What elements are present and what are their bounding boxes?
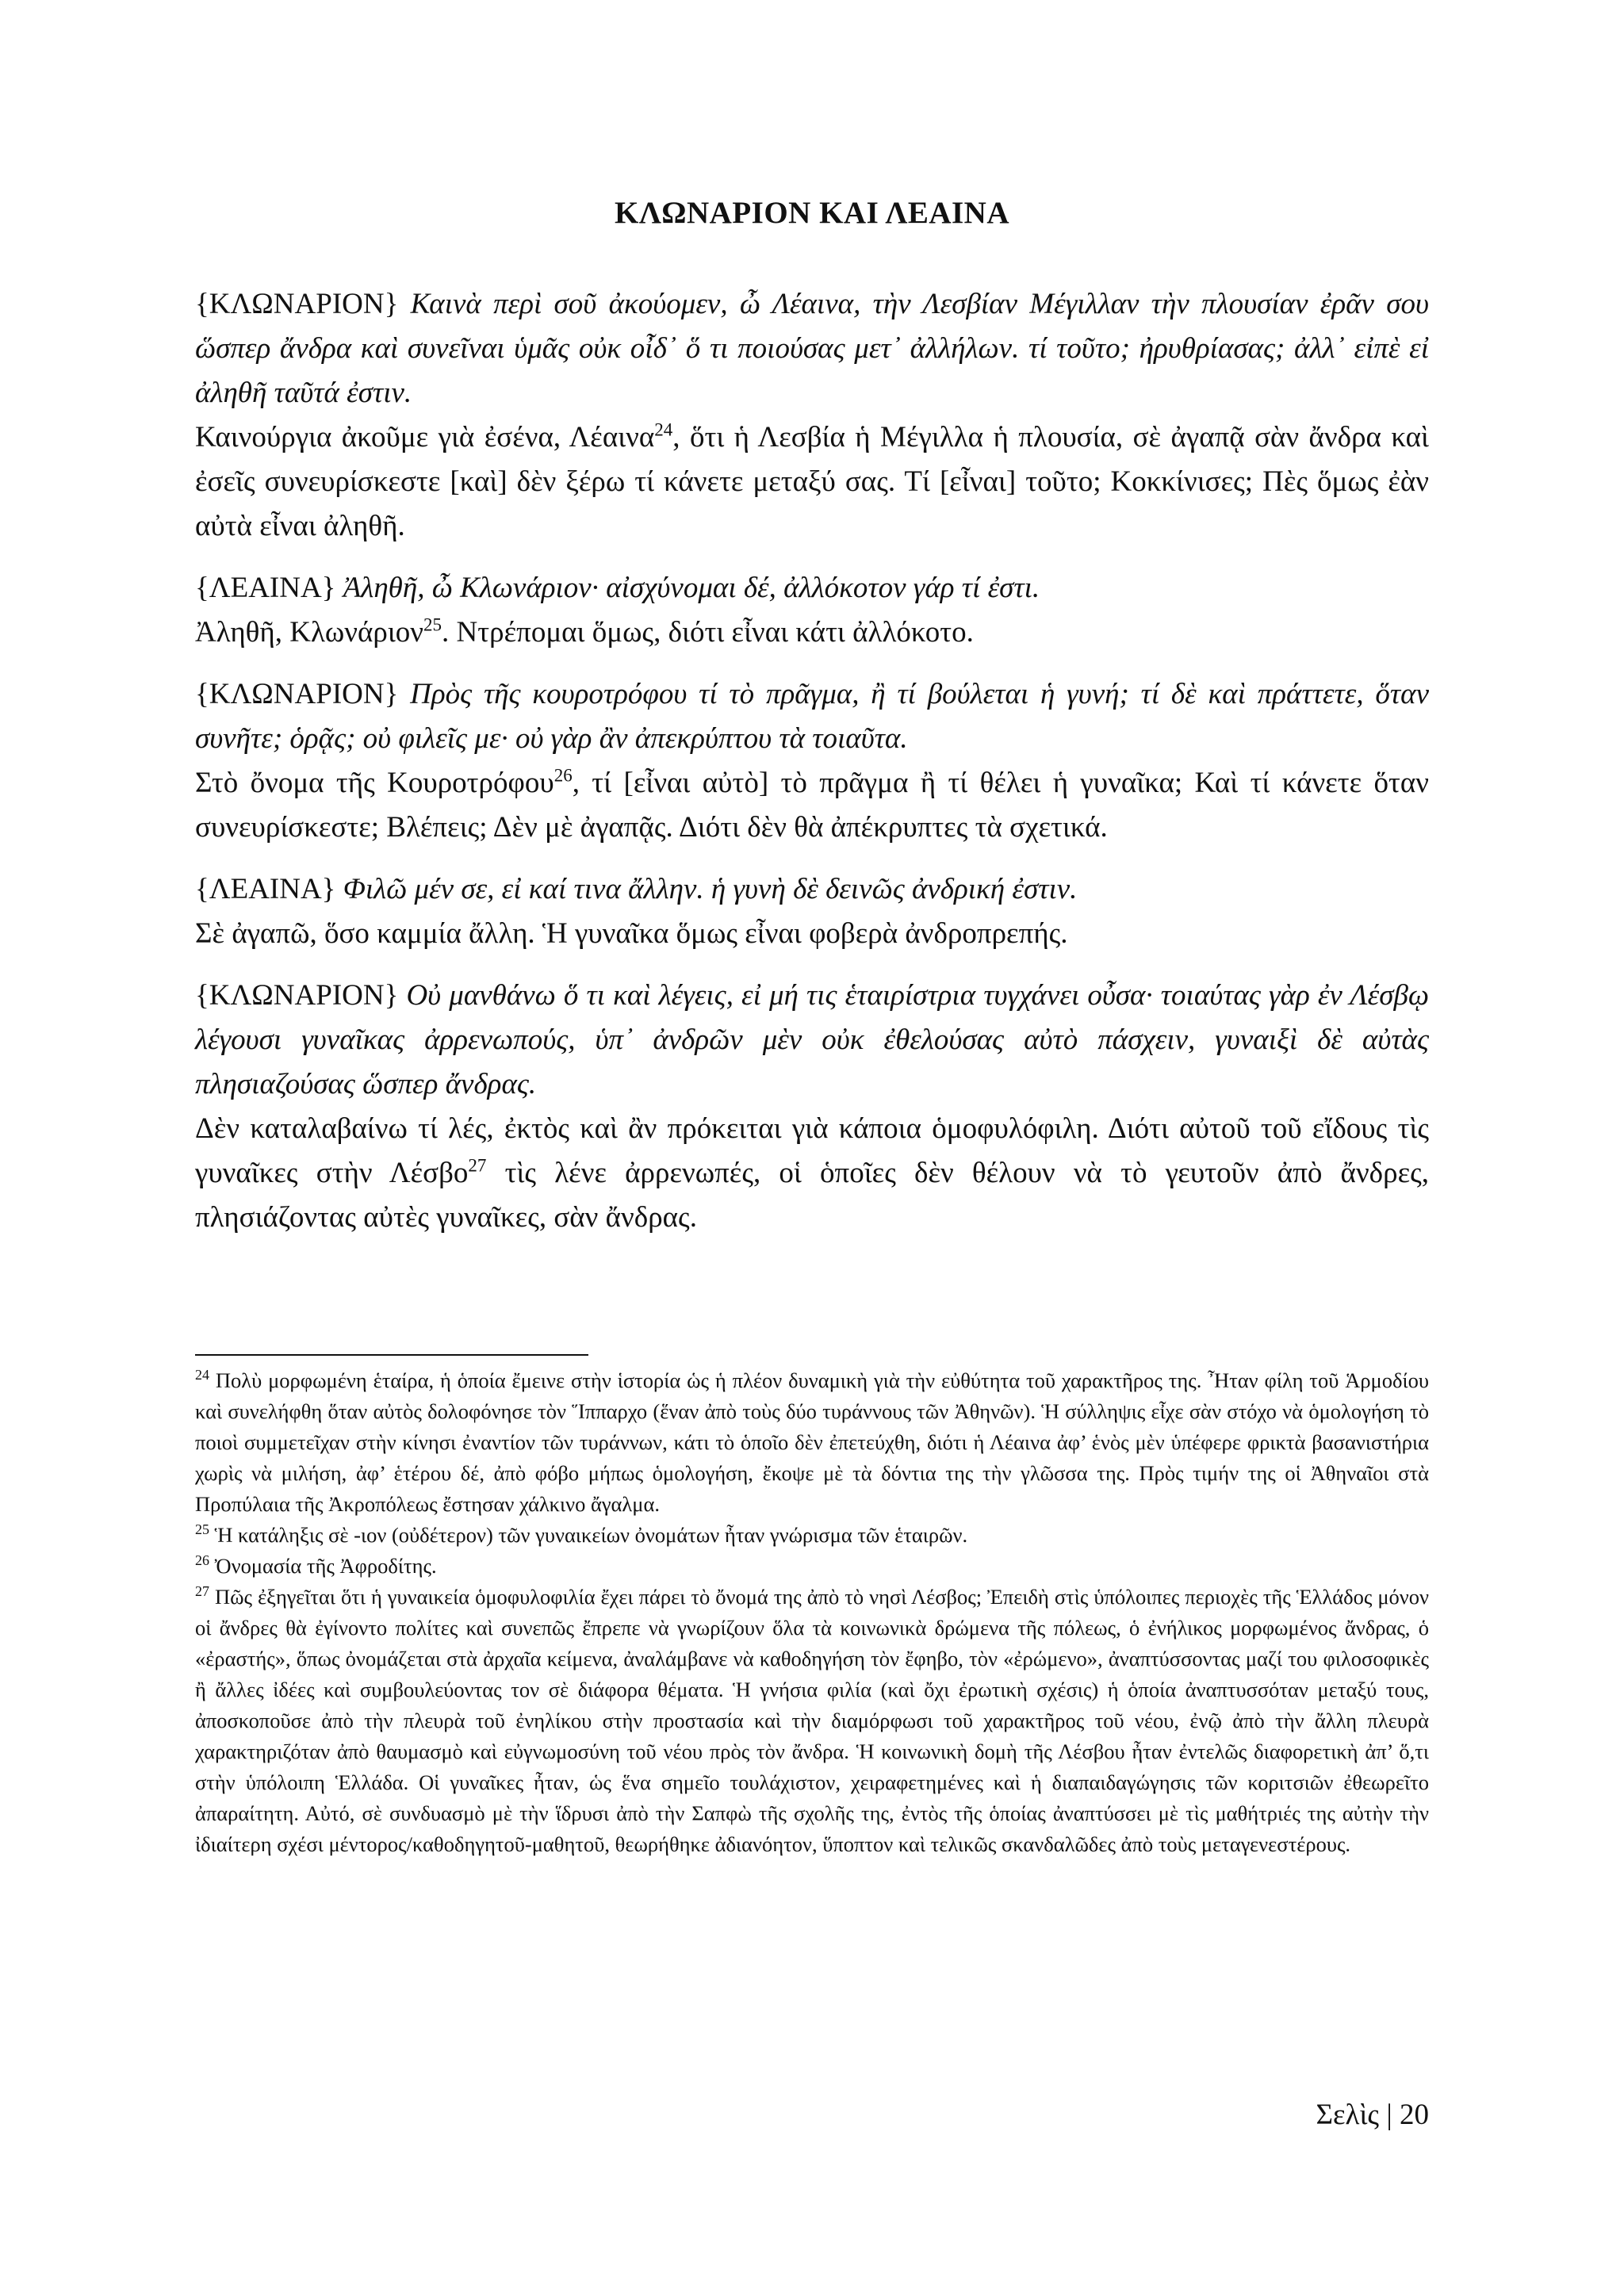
modern-text: Σὲ ἀγαπῶ, ὅσο καμμία ἄλλη. Ἡ γυναῖκα ὅμως εἶναι φοβερὰ ἀνδροπρεπής. xyxy=(195,917,1068,950)
footnote-ref[interactable]: 26 xyxy=(553,765,573,786)
footnote-number: 25 xyxy=(195,1521,209,1538)
dialogue-block xyxy=(195,867,1429,956)
footnote-ref[interactable]: 27 xyxy=(468,1155,487,1176)
modern-line xyxy=(195,912,1429,956)
ancient-text: Ἀληθῆ, ὦ Κλωνάριον· αἰσχύνομαι δέ, ἀλλόκοτον γάρ τί ἐστι. xyxy=(343,572,1040,604)
modern-text: Καινούργια ἀκοῦμε γιὰ ἐσένα, Λέαινα xyxy=(195,421,655,453)
document-title: ΚΛΩΝΑΡΙΟΝ ΚΑΙ ΛΕΑΙΝΑ xyxy=(614,196,1009,230)
modern-line xyxy=(195,761,1429,850)
speaker-label: {ΚΛΩΝΑΡΙΟΝ} xyxy=(195,678,399,710)
modern-text: . Ντρέπομαι ὅμως, διότι εἶναι κάτι ἀλλόκοτο. xyxy=(442,616,974,649)
footnote-number: 26 xyxy=(195,1552,209,1569)
dialogue-block xyxy=(195,672,1429,850)
modern-text: , τί [εἶναι αὐτὸ] τὸ πρᾶγμα ἢ τί θέλει ἡ γυναῖκα; Καὶ τί κάνετε ὅταν συνευρίσκεστε; Βλέπεις; Δὲν μὲ ἀγαπᾷς. Διότι δὲν θὰ ἀπέκρυπτες τὰ σχετικά. xyxy=(195,767,1429,844)
modern-text: τὶς λένε ἀρρενωπές, οἱ ὁποῖες δὲν θέλουν νὰ τὸ γευτοῦν ἀπὸ ἄνδρες, πλησιάζοντας αὐτὲς γυναῖκες, σὰν ἄνδρας. xyxy=(195,1157,1430,1234)
footnote-number: 27 xyxy=(195,1583,209,1600)
speaker-label: {ΚΛΩΝΑΡΙΟΝ} xyxy=(195,288,399,320)
footnote-text: Ἡ κατάληξις σὲ -ιον (οὐδέτερον) τῶν γυναικείων ὀνομάτων ἦταν γνώρισμα τῶν ἑταιρῶν. xyxy=(209,1523,968,1547)
modern-text: , ὅτι ἡ Λεσβία ἡ Μέγιλλα ἡ πλουσία, σὲ ἀγαπᾷ σὰν ἄνδρα καὶ ἐσεῖς συνευρίσκεστε [καὶ] δὲν ξέρω τί κάνετε μεταξύ σας. Τί [εἶναι] τοῦτο; Κοκκίνισες; Πὲς ὅμως ἐὰν αὐτὰ εἶναι ἀληθῆ. xyxy=(195,421,1430,542)
footnote-text: Πῶς ἐξηγεῖται ὅτι ἡ γυναικεία ὁμοφυλοφιλία ἔχει πάρει τὸ ὄνομά της ἀπὸ τὸ νησὶ Λέσβος; Ἐπειδὴ στὶς ὑπόλοιπες περιοχὲς τῆς Ἑλλάδος μόνον οἱ ἄνδρες θὰ ἐγίνοντο πολίτες καὶ συνεπῶς ἔπρεπε νὰ γνωρίζουν ὅλα τὰ κοινωνικὰ δρώμενα τῆς πόλεως, ὁ ἐνήλικος μορφωμένος ἄνδρας, ὁ «ἐραστής», ὅπως ὀνομάζεται στὰ ἀρχαῖα κείμενα, ἀναλάμβανε νὰ καθοδηγήση τὸν ἔφηβο, τὸν «ἐρώμενο», ἀναπτύσσοντας μαζί του φιλοσοφικὲς ἢ ἄλλες ἰδέες καὶ συμβουλεύοντας τον σὲ διάφορα θέματα. Ἡ γνήσια φιλία (καὶ ὄχι ἐρωτικὴ σχέσις) ἡ ὁποία ἀναπτυσσόταν μεταξύ τους, ἀποσκοποῦσε ἀπὸ τὴν πλευρὰ τοῦ ἐνηλίκου στὴν προστασία καὶ τὴν διαμόρφωσι τοῦ χαρακτῆρος τοῦ νέου, ἐνῷ ἀπὸ τὴν ἄλλη πλευρὰ χαρακτηριζόταν ἀπὸ θαυμασμὸ καὶ εὐγνωμοσύνη τοῦ νέου πρὸς τὸν ἄνδρα. Ἡ κοινωνικὴ δομὴ τῆς Λέσβου ἦταν ἐντελῶς διαφορετικὴ ἀπ’ ὅ,τι στὴν ὑπόλοιπη Ἑλλάδα. Οἱ γυναῖκες ἦταν, ὡς ἕνα σημεῖο τουλάχιστον, χειραφετημένες καὶ ἡ διαπαιδαγώγησις τῶν κοριτσιῶν ἐθεωρεῖτο ἀπαραίτητη. Αὐτό, σὲ συνδυασμὸ μὲ τὴν ἵδρυσι ἀπὸ τὴν Σαπφὼ τῆς σχολῆς της, ἐντὸς τῆς ὁποίας ἀναπτύσσει μὲ τὶς μαθήτριές της αὐτὴν τὴν ἰδιαίτερη σχέσι μέντορος/καθοδηγητοῦ-μαθητοῦ, θεωρήθηκε ἀδιανόητον, ὕποπτον καὶ τελικῶς σκανδαλῶδες ἀπὸ τοὺς μεταγενεστέρους. xyxy=(195,1585,1429,1856)
ancient-text: Οὐ μανθάνω ὅ τι καὶ λέγεις, εἰ μή τις ἑταιρίστρια τυγχάνει οὖσα· τοιαύτας γὰρ ἐν Λέσβῳ λέγουσι γυναῖκας ἀρρενωπούς, ὑπ᾽ ἀνδρῶν μὲν οὐκ ἐθελούσας αὐτὸ πάσχειν, γυναιξὶ δὲ αὐτὰς πλησιαζούσας ὥσπερ ἄνδρας. xyxy=(195,979,1429,1100)
modern-line xyxy=(195,415,1429,549)
footnote-number: 24 xyxy=(195,1367,209,1383)
speaker-label: {ΛΕΑΙΝΑ} xyxy=(195,873,336,905)
speaker-label: {ΚΛΩΝΑΡΙΟΝ} xyxy=(195,979,399,1012)
dialogue-body xyxy=(195,282,1429,1257)
footnote-text: Ὀνομασία τῆς Ἀφροδίτης. xyxy=(209,1554,437,1578)
ancient-text: Πρὸς τῆς κουροτρόφου τί τὸ πρᾶγμα, ἢ τί βούλεται ἡ γυνή; τί δὲ καὶ πράττετε, ὅταν συνῆτε; ὁρᾷς; οὐ φιλεῖς με· οὐ γὰρ ἂν ἀπεκρύπτου τὰ τοιαῦτα. xyxy=(195,678,1429,755)
modern-text: Στὸ ὄνομα τῆς Κουροτρόφου xyxy=(195,767,554,799)
footnote xyxy=(195,1551,1429,1582)
ancient-text: Καινὰ περὶ σοῦ ἀκούομεν, ὦ Λέαινα, τὴν Λεσβίαν Μέγιλλαν τὴν πλουσίαν ἐρᾶν σου ὥσπερ ἄνδρα καὶ συνεῖναι ὑμᾶς οὐκ οἶδ᾽ ὅ τι ποιούσας μετ᾽ ἀλλήλων. τί τοῦτο; ἠρυθρίασας; ἀλλ᾽ εἰπὲ εἰ ἀληθῆ ταῦτά ἐστιν. xyxy=(195,288,1429,409)
dialogue-block xyxy=(195,282,1429,549)
footnote-ref[interactable]: 25 xyxy=(423,614,442,635)
ancient-line xyxy=(195,566,1429,610)
footnote xyxy=(195,1520,1429,1551)
footnotes-section xyxy=(195,1365,1429,1860)
footnote-text: Πολὺ μορφωμένη ἑταίρα, ἡ ὁποία ἔμεινε στὴν ἱστορία ὡς ἡ πλέον δυναμικὴ γιὰ τὴν εὐθύτητα τοῦ χαρακτῆρος της. Ἦταν φίλη τοῦ Ἁρμοδίου καὶ συνελήφθη ὅταν αὐτὸς δολοφόνησε τὸν Ἵππαρχο (ἕναν ἀπὸ τοὺς δύο τυράννους τῶν Ἀθηνῶν). Ἡ σύλληψις εἶχε σὰν στόχο νὰ ὁμολογήση τὸ ποιοὶ συμμετεῖχαν στὴν κίνησι ἐναντίον τῶν τυράννων, κάτι τὸ ὁποῖο δὲν ἐπετεύχθη, διότι ἡ Λέαινα ἀφ’ ἑνὸς μὲν ὑπέφερε φρικτὰ βασανιστήρια χωρὶς νὰ μιλήση, ἀφ’ ἑτέρου δέ, ἀπὸ φόβο μήπως ὁμολογήση, ἔκοψε μὲ τὰ δόντια της τὴν γλῶσσα της. Πρὸς τιμήν της οἱ Ἀθηναῖοι στὰ Προπύλαια τῆς Ἀκροπόλεως ἔστησαν χάλκινο ἄγαλμα. xyxy=(195,1368,1429,1516)
speaker-label: {ΛΕΑΙΝΑ} xyxy=(195,572,336,604)
ancient-text: Φιλῶ μέν σε, εἰ καί τινα ἄλλην. ἡ γυνὴ δὲ δεινῶς ἀνδρική ἐστιν. xyxy=(343,873,1078,905)
dialogue-block xyxy=(195,566,1429,655)
document-page xyxy=(195,0,1429,2296)
modern-line xyxy=(195,610,1429,655)
modern-text: Δὲν καταλαβαίνω τί λές, ἐκτὸς καὶ ἂν πρόκειται γιὰ κάποια ὁμοφυλόφιλη. Διότι αὐτοῦ τοῦ εἴδους τὶς γυναῖκες στὴν Λέσβο xyxy=(195,1112,1429,1189)
footnote xyxy=(195,1582,1429,1860)
ancient-line xyxy=(195,974,1429,1107)
modern-text: Ἀληθῆ, Κλωνάριον xyxy=(195,616,424,649)
ancient-line xyxy=(195,672,1429,761)
footnote-separator xyxy=(195,1354,588,1356)
page-number: Σελὶς | 20 xyxy=(1316,2099,1429,2131)
footnote-ref[interactable]: 24 xyxy=(654,419,673,440)
ancient-line xyxy=(195,282,1429,415)
modern-line xyxy=(195,1107,1429,1240)
footnote xyxy=(195,1365,1429,1520)
dialogue-block xyxy=(195,974,1429,1240)
ancient-line xyxy=(195,867,1429,912)
